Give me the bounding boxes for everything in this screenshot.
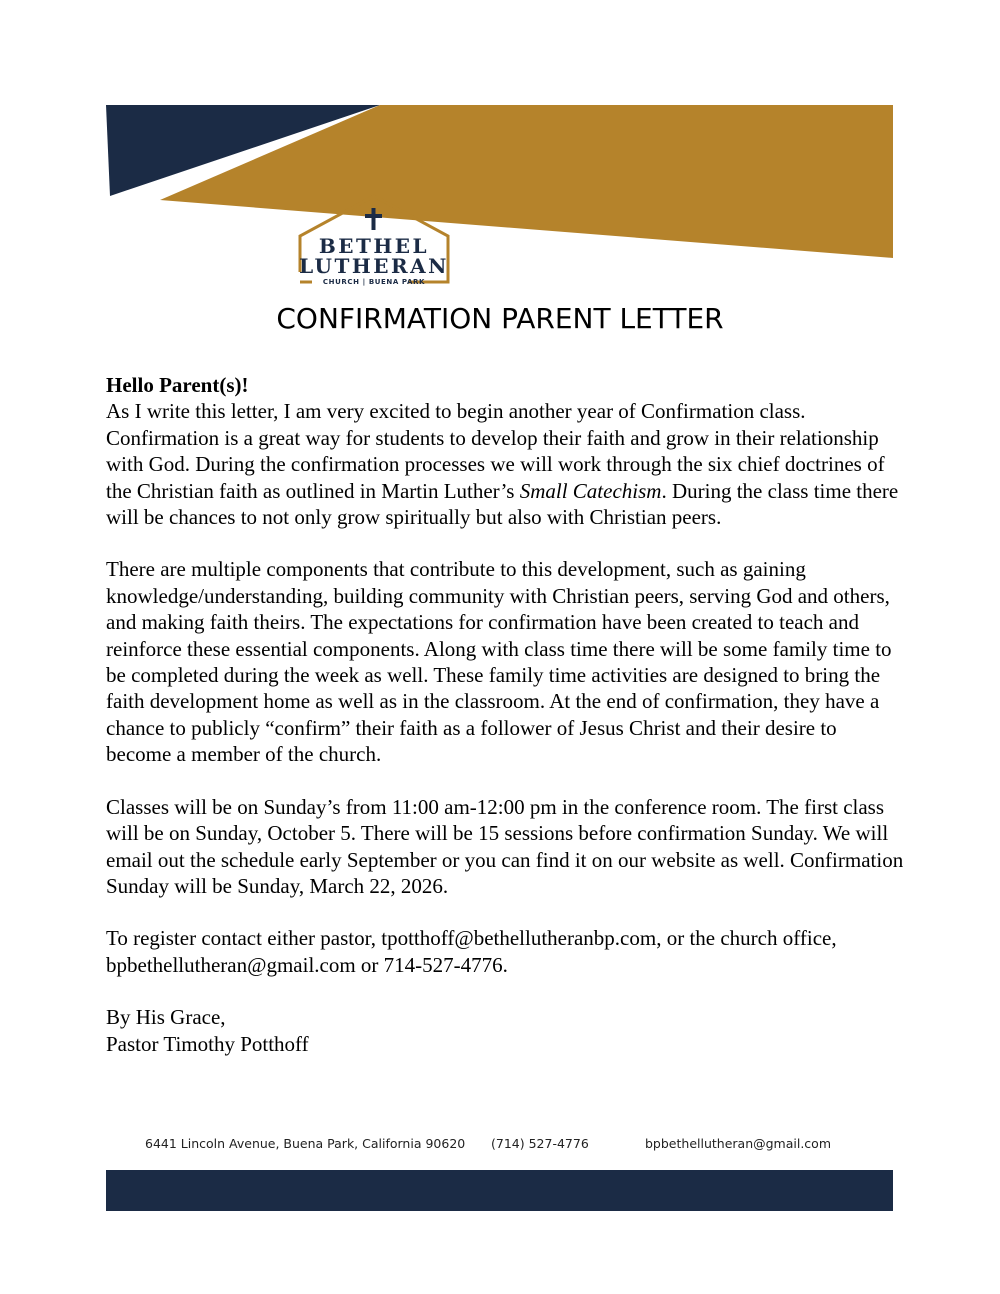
signature: Pastor Timothy Potthoff [106, 1031, 309, 1056]
paragraph-schedule [106, 794, 906, 900]
church-logo [298, 194, 450, 290]
logo-line-lutheran: LUTHERAN [299, 254, 449, 278]
letter-body [106, 372, 906, 1083]
intro-text-a: As I write this letter, I am very excited to begin another year of Confirmation class. Confirmation is a great way for students to develop their faith and grow in their relationship with God. During the confirmation processes we will work through the six chief doctrines of the Christian faith as outlined in Martin Luther’s [106, 399, 885, 503]
intro-text [106, 398, 906, 530]
footer-address: 6441 Lincoln Avenue, Buena Park, California 90620 [145, 1136, 466, 1151]
header-banner [0, 0, 1000, 270]
footer-phone: (714) 527-4776 [491, 1136, 589, 1151]
footer-contact [0, 1136, 1000, 1156]
greeting: Hello Parent(s)! [106, 373, 249, 397]
components-text: There are multiple components that contribute to this development, such as gaining knowledge/understanding, building community with Christian peers, serving God and others, and making faith theirs. The expectations for confirmation have been created to teach and reinforce these essential components. Along with class time there will be some family time to be completed during the week as well. These family time activities are designed to bring the faith development home as well as in the classroom. At the end of confirmation, they have a chance to publicly “confirm” their faith as a follower of Jesus Christ and their desire to become a member of the church. [106, 557, 892, 767]
schedule-text: Classes will be on Sunday’s from 11:00 am-12:00 pm in the conference room. The first class will be on Sunday, October 5. There will be 15 sessions before confirmation Sunday. We will email out the schedule early September or you can find it on our website as well. Confirmation Sunday will be Sunday, March 22, 2026. [106, 794, 904, 898]
catechism-title: Small Catechism [519, 478, 662, 503]
logo-line-bethel: BETHEL [318, 234, 430, 258]
intro-text-b: . During the class time there will be chances to not only grow spiritually but also with Christian peers. [106, 478, 899, 530]
footer-bar [106, 1170, 893, 1211]
register-text: To register contact either pastor, tpotthoff@bethellutheranbp.com, or the church office, bpbethellutheran@gmail.com or 714-527-4776. [106, 926, 837, 977]
letter-title: CONFIRMATION PARENT LETTER [276, 302, 724, 335]
paragraph-components [106, 556, 906, 767]
paragraph-intro [106, 372, 906, 530]
closing: By His Grace, [106, 1005, 226, 1030]
footer-email: bpbethellutheran@gmail.com [645, 1136, 831, 1151]
logo-line-location: CHURCH | BUENA PARK [322, 278, 426, 286]
sign-off [106, 1004, 906, 1057]
paragraph-register [106, 925, 906, 978]
